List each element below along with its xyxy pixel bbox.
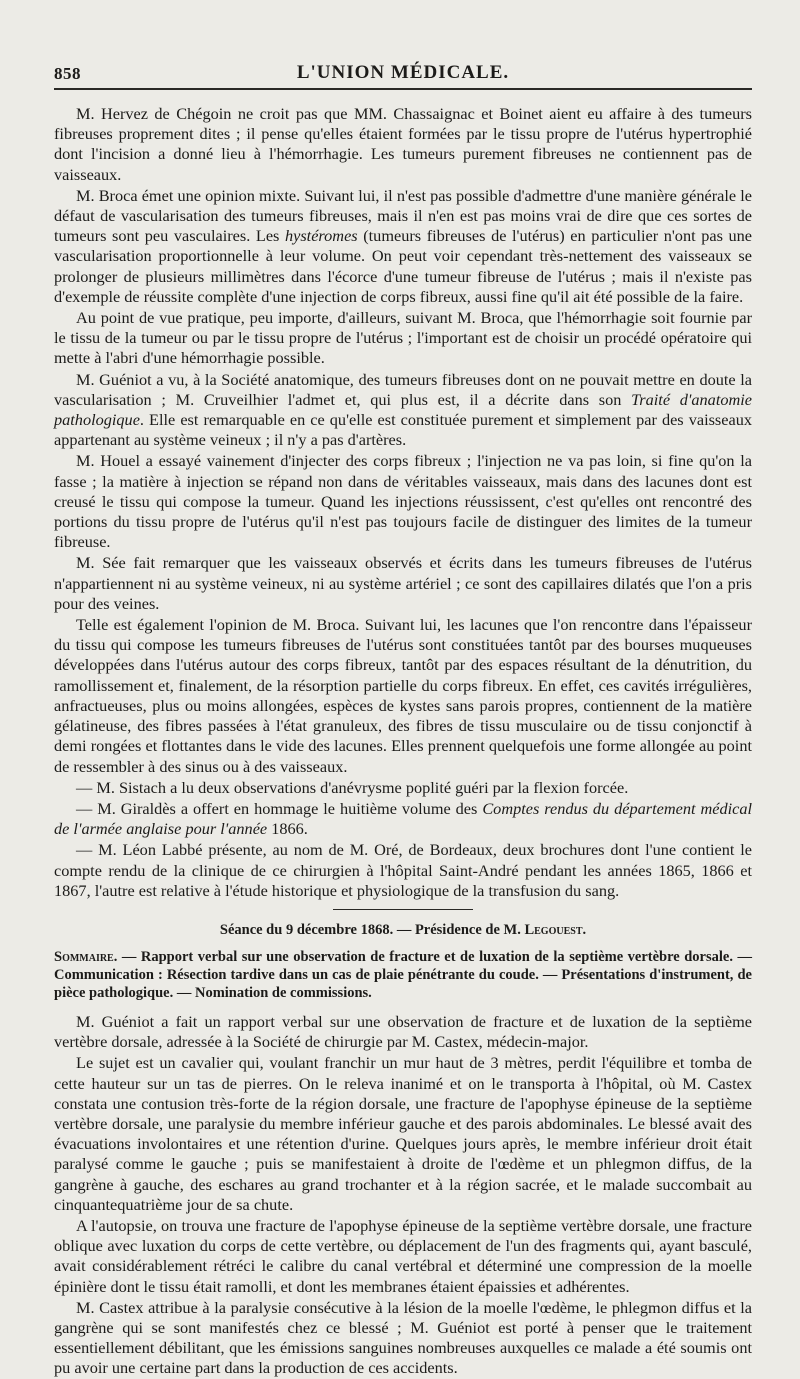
paragraph-broca-opinion: M. Broca émet une opinion mixte. Suivant lui, il n'est pas possible d'admettre d'une manière générale le défaut de vascularisation des tumeurs fibreuses, mais il n'en est pas moins vrai de dire que ces sortes de tumeurs sont peu vasculaires. Les hystéromes (tumeurs fibreuses de l'utérus) en particulier n'ont pas une vascularisation proportionnelle à leur volume. On peut voir cependant très-nettement des vaisseaux se prolonger de plusieurs millimètres dans l'écorce d'une tumeur fibreuse de l'utérus ; mais il n'existe pas d'exemple de réussite complète d'une injection de corps fibreux, aussi fine qu'il ait été possible de la faire.: [54, 185, 753, 306]
paragraph-broca-lacunes: Telle est également l'opinion de M. Broca. Suivant lui, les lacunes que l'on rencontre dans l'épaisseur du tissu qui compose les tumeurs fibreuses de l'utérus sont constituées tantôt par des bourses muqueuses développées dans l'utérus autour des corps fibreux, tantôt par des espaces résultant de la dénutrition, du ramollissement et, finalement, de la résorption partielle du corps fibreux. En effet, ces cavités irrégulières, anfractueuses, plus ou moins allongées, espèces de kystes sans parois propres, contiennent de la matière gélatineuse, des fibres passées à l'état granuleux, des fibres de tissu musculaire ou de tissu conjonctif à demi rongées et flottantes dans le vide des lacunes. Elles prennent quelquefois une forme allongée au point de ressembler à des sinus ou à des vaisseaux.: [54, 615, 752, 776]
page-header: [54, 58, 752, 90]
paragraph-giraldes: — M. Giraldès a offert en hommage le huitième volume des Comptes rendus du département médical de l'armée anglaise pour l'année 1866.: [54, 798, 752, 839]
session-heading: Séance du 9 décembre 1868. — Présidence de M. Legouest.: [219, 921, 587, 938]
section-divider: [333, 909, 473, 910]
paragraph-hervez: M. Hervez de Chégoin ne croit pas que MM. Chassaignac et Boinet aient eu affaire à des tumeurs fibreuses proprement dites ; il pense qu'elles étaient formées par le tissu propre de l'utérus hypertrophié dont l'incision a donné lieu à l'hémorrhagie. Les tumeurs purement fibreuses ne contiennent pas de vaisseaux.: [54, 104, 752, 184]
paragraph-sistach: — M. Sistach a lu deux observations d'anévrysme poplité guéri par la flexion forcée.: [76, 777, 629, 797]
paragraph-pratique: Au point de vue pratique, peu importe, d'ailleurs, suivant M. Broca, que l'hémorrhagie soit fournie par le tissu de la tumeur ou par le tissu propre de l'utérus ; l'important est de choisir un procédé opératoire qui mette à l'abri d'une hémorrhagie possible.: [54, 308, 752, 368]
running-title: L'UNION MÉDICALE.: [296, 62, 510, 83]
article-body: [54, 104, 752, 1379]
session-president: Legouest: [524, 921, 583, 938]
paragraph-see: M. Sée fait remarquer que les vaisseaux observés et écrits dans les tumeurs fibreuses de l'utérus n'appartiennent ni au système veineux, ni au système artériel ; ce sont des capillaires dilatés que l'on a pris pour des veines.: [54, 553, 752, 613]
paragraph-gueniot-anatomique: M. Guéniot a vu, à la Société anatomique, des tumeurs fibreuses dont on ne pouvait mettre en doute la vascularisation ; M. Cruveilhier l'admet et, qui plus est, il a décrite dans son Traité d'anatomie pathologique. Elle est remarquable en ce qu'elle est constituée purement et simplement par des vaisseaux appartenant au système veineux ; il n'y a pas d'artères.: [54, 369, 752, 450]
paragraph-labbe: — M. Léon Labbé présente, au nom de M. Oré, de Bordeaux, deux brochures dont l'une contient le compte rendu de la clinique de ce chirurgien à l'hôpital Saint-André pendant les années 1865, 1866 et 1867, l'autre est relative à l'étude historique et physiologique de la transfusion du sang.: [54, 840, 752, 900]
paragraph-cavalier: Le sujet est un cavalier qui, voulant franchir un mur haut de 3 mètres, perdit l'équilibre et tomba de cette hauteur sur un tas de pierres. On le releva inanimé et on le transporta à l'hôpital, où M. Castex constata une contusion très-forte de la région dorsale, une fracture de l'apophyse épineuse de la septième vertèbre dorsale, une paralysie du membre inférieur gauche et des parois abdominales. Le blessé avait des évacuations involontaires et une rétention d'urine. Quelques jours après, le membre inférieur droit était paralysé comme le gauche ; puis se manifestaient à droite de l'œdème et un phlegmon diffus, de la gangrène à gauche, des eschares au grand trochanter et à la région sacrée, et le malade succombait au cinquantequatrième jour de sa chute.: [54, 1053, 752, 1214]
session-summary: Sommaire. — Rapport verbal sur une observation de fracture et de luxation de la septième vertèbre dorsale. — Communication : Résection tardive dans un cas de plaie pénétrante du coude. — Présentations d'instrument, de pièce pathologique. — Nomination de commissions.: [54, 948, 752, 1001]
page-number: 858: [54, 64, 81, 83]
summary-label: Sommaire.: [54, 948, 118, 965]
paragraph-gueniot-rapport: M. Guéniot a fait un rapport verbal sur une observation de fracture et de luxation de la septième vertèbre dorsale, adressée à la Société de chirurgie par M. Castex, médecin-major.: [54, 1011, 752, 1052]
paragraph-houel: M. Houel a essayé vainement d'injecter des corps fibreux ; l'injection ne va pas loin, si fine qu'on la fasse ; la matière à injection se répand non dans de véritables vaisseaux, mais dans des lacunes dont est creusé le tissu qui compose la tumeur. Quand les injections réussissent, c'est qu'elles ont rencontré des portions du tissu propre de l'utérus qu'il n'est pas toujours facile de distinguer des limites de la tumeur fibreuse.: [54, 451, 752, 552]
paragraph-castex-conclusion: M. Castex attribue à la paralysie consécutive à la lésion de la moelle l'œdème, le phlegmon diffus et la gangrène qui se sont manifestés chez ce blessé ; M. Guéniot est porté à penser que le traitement essentiellement débilitant, que les émissions sanguines nombreuses auxquelles ce malade a été soumis ont pu avoir une certaine part dans la production de ces accidents.: [54, 1297, 752, 1378]
paragraph-autopsie: A l'autopsie, on trouva une fracture de l'apophyse épineuse de la septième vertèbre dorsale, une fracture oblique avec luxation du corps de cette vertèbre, ou déplacement de l'un des fragments qui, ayant basculé, avait considérablement rétréci le calibre du canal vertébral et déterminé une compression de la moelle épinière dont le tissu était ramolli, et dont les membranes étaient épaissies et adhérentes.: [54, 1215, 752, 1296]
